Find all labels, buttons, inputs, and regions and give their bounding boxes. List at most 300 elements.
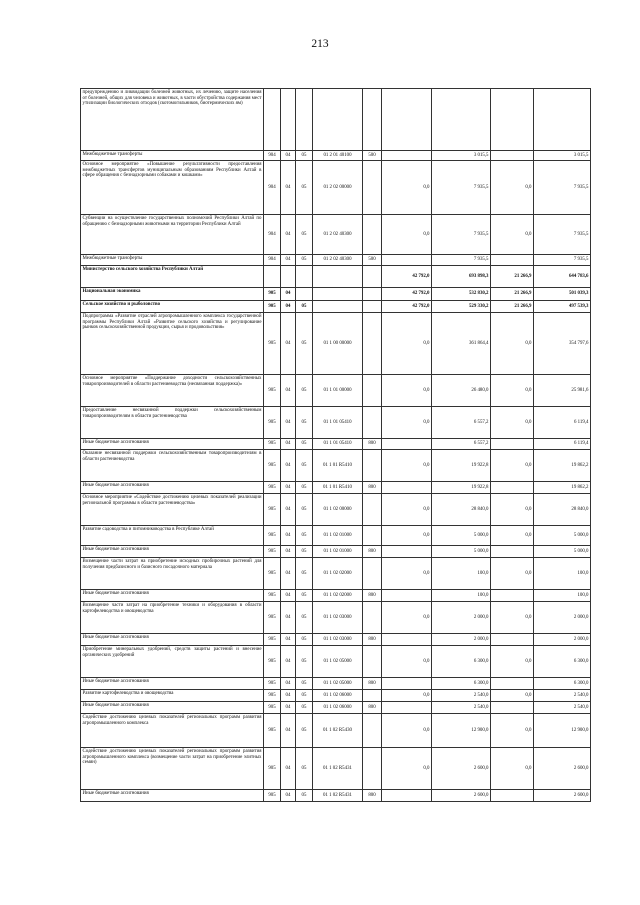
cell-amount-4: 7 935,5 — [534, 215, 591, 255]
cell-amount-4: 2 540,0 — [534, 690, 591, 702]
cell-subsection — [296, 89, 313, 151]
cell-ministry-code: 905 — [264, 407, 281, 439]
cell-section: 04 — [281, 439, 296, 450]
cell-amount-1 — [382, 439, 432, 450]
cell-amount-4: 6 119,4 — [534, 407, 591, 439]
budget-table — [80, 88, 591, 802]
cell-amount-1 — [382, 546, 432, 558]
cell-name: Развитие картофелеводства и овощеводства — [81, 690, 264, 702]
cell-name: предупреждению и ликвидации болезней животных, их лечению, защите населения от болезней, общих для человека и животных, в части обустройства содержания мест утилизации биологических отходов (скотомогильников, биотермических ям) — [81, 89, 264, 151]
cell-name: Основное мероприятие «Содействие достижению целевых показателей реализации региональной программы в области растениеводства» — [81, 494, 264, 526]
cell-name: Иные бюджетные ассигнования — [81, 678, 264, 690]
cell-amount-3: 0,0 — [491, 407, 534, 439]
cell-amount-2: 693 898,3 — [432, 266, 491, 288]
cell-amount-2: 28 840,0 — [432, 494, 491, 526]
cell-subsection: 05 — [296, 151, 313, 161]
cell-target-article: 01 1 02 03000 — [313, 634, 363, 646]
cell-section: 04 — [281, 215, 296, 255]
cell-amount-4: 28 840,0 — [534, 494, 591, 526]
cell-name: Приобретение минеральных удобрений, средств защиты растений и внесение органических удобрений — [81, 646, 264, 678]
cell-name: Иные бюджетные ассигнования — [81, 790, 264, 802]
cell-target-article: 01 1 02 05000 — [313, 678, 363, 690]
table-row — [81, 690, 591, 702]
cell-ministry-code — [264, 266, 281, 288]
cell-name: Предоставление несвязанной поддержки сельскохозяйственным товаропроизводителям в области растениеводства — [81, 407, 264, 439]
cell-expense-type — [363, 602, 382, 634]
cell-name: Содействие достижению целевых показателей региональных программ развития агропромышленного комплекса — [81, 714, 264, 748]
cell-target-article: 01 1 02 R5430 — [313, 714, 363, 748]
cell-target-article — [313, 301, 363, 313]
cell-ministry-code: 905 — [264, 590, 281, 602]
cell-expense-type — [363, 89, 382, 151]
cell-expense-type — [363, 407, 382, 439]
cell-amount-1: 42 792,0 — [382, 301, 432, 313]
table-row — [81, 526, 591, 546]
cell-section: 04 — [281, 288, 296, 301]
cell-ministry-code: 905 — [264, 546, 281, 558]
cell-name: Министерство сельского хозяйства Республики Алтай — [81, 266, 264, 288]
cell-amount-3 — [491, 546, 534, 558]
cell-subsection: 05 — [296, 646, 313, 678]
table-row — [81, 161, 591, 215]
cell-expense-type: 800 — [363, 790, 382, 802]
cell-subsection: 05 — [296, 375, 313, 407]
cell-amount-4: 7 935,5 — [534, 255, 591, 266]
cell-subsection — [296, 266, 313, 288]
cell-subsection: 05 — [296, 714, 313, 748]
cell-target-article: 01 1 00 00000 — [313, 313, 363, 375]
cell-name: Национальная экономика — [81, 288, 264, 301]
cell-section: 04 — [281, 790, 296, 802]
cell-amount-3 — [491, 439, 534, 450]
cell-expense-type — [363, 161, 382, 215]
table-row — [81, 546, 591, 558]
cell-ministry-code: 905 — [264, 602, 281, 634]
cell-target-article: 01 1 01 05410 — [313, 439, 363, 450]
cell-expense-type: 800 — [363, 590, 382, 602]
cell-section: 04 — [281, 602, 296, 634]
cell-subsection: 05 — [296, 634, 313, 646]
cell-amount-2: 12 900,0 — [432, 714, 491, 748]
cell-target-article: 01 2 01 40100 — [313, 151, 363, 161]
cell-ministry-code: 904 — [264, 151, 281, 161]
cell-amount-1: 42 792,0 — [382, 266, 432, 288]
table-row — [81, 702, 591, 714]
cell-amount-1 — [382, 482, 432, 494]
cell-ministry-code: 905 — [264, 634, 281, 646]
cell-ministry-code: 905 — [264, 482, 281, 494]
cell-expense-type — [363, 313, 382, 375]
cell-amount-4: 497 539,3 — [534, 301, 591, 313]
cell-ministry-code: 905 — [264, 288, 281, 301]
cell-expense-type — [363, 526, 382, 546]
table-body — [81, 89, 591, 802]
cell-subsection: 05 — [296, 790, 313, 802]
cell-ministry-code: 905 — [264, 450, 281, 482]
cell-amount-1 — [382, 89, 432, 151]
cell-ministry-code: 904 — [264, 161, 281, 215]
cell-expense-type: 800 — [363, 482, 382, 494]
cell-section: 04 — [281, 161, 296, 215]
cell-amount-2: 7 935,5 — [432, 215, 491, 255]
cell-expense-type — [363, 494, 382, 526]
cell-amount-4: 100,0 — [534, 558, 591, 590]
cell-amount-1 — [382, 634, 432, 646]
cell-target-article: 01 2 02 40300 — [313, 255, 363, 266]
cell-section: 04 — [281, 255, 296, 266]
cell-expense-type — [363, 288, 382, 301]
table-row — [81, 313, 591, 375]
cell-amount-3: 0,0 — [491, 494, 534, 526]
cell-ministry-code: 904 — [264, 255, 281, 266]
cell-amount-3 — [491, 89, 534, 151]
cell-ministry-code: 905 — [264, 748, 281, 790]
cell-amount-1 — [382, 255, 432, 266]
cell-amount-1 — [382, 702, 432, 714]
page-number: 213 — [311, 38, 329, 50]
cell-target-article — [313, 288, 363, 301]
cell-amount-3: 0,0 — [491, 313, 534, 375]
cell-target-article: 01 1 02 06000 — [313, 702, 363, 714]
cell-target-article: 01 1 01 R5410 — [313, 482, 363, 494]
cell-amount-2: 2 540,0 — [432, 702, 491, 714]
cell-amount-1: 0,0 — [382, 494, 432, 526]
cell-amount-2: 19 922,8 — [432, 450, 491, 482]
table-row — [81, 494, 591, 526]
cell-amount-4: 5 000,0 — [534, 526, 591, 546]
cell-section: 04 — [281, 546, 296, 558]
cell-ministry-code: 905 — [264, 646, 281, 678]
cell-subsection: 05 — [296, 450, 313, 482]
cell-section: 04 — [281, 313, 296, 375]
cell-amount-4: 644 783,6 — [534, 266, 591, 288]
cell-amount-3 — [491, 790, 534, 802]
cell-target-article: 01 1 02 02000 — [313, 590, 363, 602]
cell-amount-3: 0,0 — [491, 450, 534, 482]
cell-amount-4: 12 900,0 — [534, 714, 591, 748]
cell-amount-2: 100,0 — [432, 558, 491, 590]
cell-expense-type — [363, 375, 382, 407]
cell-name: Возмещение части затрат на приобретение техники и оборудования в области картофелеводства и овощеводства — [81, 602, 264, 634]
cell-amount-2 — [432, 89, 491, 151]
cell-subsection: 05 — [296, 301, 313, 313]
cell-expense-type — [363, 690, 382, 702]
cell-amount-2: 100,0 — [432, 590, 491, 602]
cell-name: Иные бюджетные ассигнования — [81, 482, 264, 494]
cell-amount-2: 3 015,5 — [432, 151, 491, 161]
cell-amount-4 — [534, 89, 591, 151]
cell-amount-3 — [491, 634, 534, 646]
cell-amount-1: 0,0 — [382, 313, 432, 375]
cell-subsection: 05 — [296, 602, 313, 634]
cell-amount-3 — [491, 255, 534, 266]
cell-ministry-code: 905 — [264, 702, 281, 714]
cell-amount-2: 6 300,0 — [432, 678, 491, 690]
cell-amount-1: 42 792,0 — [382, 288, 432, 301]
cell-amount-4: 2 600,0 — [534, 790, 591, 802]
cell-amount-2: 2 000,0 — [432, 602, 491, 634]
cell-amount-1: 0,0 — [382, 646, 432, 678]
cell-expense-type — [363, 266, 382, 288]
cell-amount-2: 2 540,0 — [432, 690, 491, 702]
cell-subsection: 05 — [296, 678, 313, 690]
cell-target-article: 01 1 02 00000 — [313, 494, 363, 526]
cell-amount-2: 532 830,2 — [432, 288, 491, 301]
table-row — [81, 602, 591, 634]
cell-section: 04 — [281, 748, 296, 790]
cell-subsection — [296, 288, 313, 301]
cell-expense-type — [363, 714, 382, 748]
cell-expense-type: 800 — [363, 634, 382, 646]
cell-section: 04 — [281, 678, 296, 690]
cell-name: Содействие достижению целевых показателей региональных программ развития агропромышленного комплекса (возмещение части затрат на приобретение элитных семян) — [81, 748, 264, 790]
table-row — [81, 288, 591, 301]
cell-name: Межбюджетные трансферты — [81, 151, 264, 161]
cell-ministry-code: 905 — [264, 690, 281, 702]
cell-amount-3 — [491, 702, 534, 714]
cell-section: 04 — [281, 494, 296, 526]
cell-amount-1 — [382, 151, 432, 161]
cell-target-article: 01 1 02 03000 — [313, 602, 363, 634]
cell-expense-type — [363, 646, 382, 678]
cell-amount-4: 2 000,0 — [534, 602, 591, 634]
cell-expense-type: 800 — [363, 546, 382, 558]
cell-section: 04 — [281, 151, 296, 161]
cell-name: Развитие садоводства и питомниководства в Республике Алтай — [81, 526, 264, 546]
cell-ministry-code: 905 — [264, 301, 281, 313]
cell-amount-4: 6 300,0 — [534, 646, 591, 678]
cell-amount-1: 0,0 — [382, 748, 432, 790]
cell-target-article: 01 1 02 05000 — [313, 646, 363, 678]
cell-target-article: 01 2 02 00000 — [313, 161, 363, 215]
cell-amount-3 — [491, 590, 534, 602]
cell-target-article: 01 2 02 40300 — [313, 215, 363, 255]
cell-ministry-code: 905 — [264, 375, 281, 407]
cell-amount-2: 7 935,5 — [432, 255, 491, 266]
table-row — [81, 748, 591, 790]
cell-target-article: 01 1 02 R5431 — [313, 748, 363, 790]
cell-target-article: 01 1 02 01000 — [313, 546, 363, 558]
cell-name: Иные бюджетные ассигнования — [81, 590, 264, 602]
cell-amount-1: 0,0 — [382, 215, 432, 255]
cell-ministry-code: 905 — [264, 558, 281, 590]
cell-name: Сельское хозяйство и рыболовство — [81, 301, 264, 313]
cell-amount-3: 0,0 — [491, 161, 534, 215]
cell-expense-type: 800 — [363, 439, 382, 450]
cell-subsection: 05 — [296, 526, 313, 546]
cell-amount-4: 6 119,4 — [534, 439, 591, 450]
cell-name: Основное мероприятие «Поддержание доходности сельскохозяйственных товаропроизводителей в области растениеводства (несвязанная поддержка)» — [81, 375, 264, 407]
cell-amount-3: 0,0 — [491, 748, 534, 790]
cell-amount-1: 0,0 — [382, 407, 432, 439]
cell-ministry-code: 905 — [264, 494, 281, 526]
cell-section: 04 — [281, 450, 296, 482]
table-row — [81, 450, 591, 482]
cell-amount-1: 0,0 — [382, 526, 432, 546]
cell-section: 04 — [281, 407, 296, 439]
cell-expense-type: 800 — [363, 678, 382, 690]
cell-section: 04 — [281, 558, 296, 590]
cell-section: 04 — [281, 375, 296, 407]
cell-amount-4: 6 300,0 — [534, 678, 591, 690]
cell-name: Межбюджетные трансферты — [81, 255, 264, 266]
cell-subsection: 05 — [296, 215, 313, 255]
cell-name: Субвенции на осуществление государственных полномочий Республики Алтай по обращению с безнадзорными животными на территории Республики Алтай — [81, 215, 264, 255]
cell-amount-3: 0,0 — [491, 714, 534, 748]
cell-target-article: 01 1 01 00000 — [313, 375, 363, 407]
cell-section: 04 — [281, 590, 296, 602]
cell-target-article: 01 1 02 R5431 — [313, 790, 363, 802]
cell-amount-3: 21 266,9 — [491, 266, 534, 288]
table-row — [81, 255, 591, 266]
cell-section: 04 — [281, 526, 296, 546]
cell-amount-3 — [491, 678, 534, 690]
cell-name: Иные бюджетные ассигнования — [81, 439, 264, 450]
cell-amount-3: 0,0 — [491, 375, 534, 407]
table-row — [81, 151, 591, 161]
cell-amount-3: 21 266,9 — [491, 301, 534, 313]
cell-ministry-code: 905 — [264, 313, 281, 375]
cell-target-article — [313, 266, 363, 288]
table-row — [81, 590, 591, 602]
cell-target-article: 01 1 01 R5410 — [313, 450, 363, 482]
cell-amount-3 — [491, 151, 534, 161]
table-row — [81, 482, 591, 494]
table-row — [81, 375, 591, 407]
cell-amount-4: 100,0 — [534, 590, 591, 602]
cell-expense-type — [363, 215, 382, 255]
cell-amount-1 — [382, 590, 432, 602]
cell-expense-type — [363, 450, 382, 482]
cell-ministry-code: 905 — [264, 439, 281, 450]
cell-amount-2: 6 557,2 — [432, 407, 491, 439]
cell-section: 04 — [281, 690, 296, 702]
cell-subsection: 05 — [296, 255, 313, 266]
cell-amount-4: 19 862,2 — [534, 450, 591, 482]
cell-amount-2: 6 300,0 — [432, 646, 491, 678]
cell-expense-type: 800 — [363, 702, 382, 714]
cell-target-article: 01 1 02 06000 — [313, 690, 363, 702]
cell-amount-4: 501 039,3 — [534, 288, 591, 301]
cell-subsection: 05 — [296, 558, 313, 590]
cell-ministry-code: 905 — [264, 714, 281, 748]
cell-amount-3: 0,0 — [491, 526, 534, 546]
table-row — [81, 790, 591, 802]
cell-section — [281, 266, 296, 288]
cell-name: Возмещение части затрат на приобретение исходных пробирочных растений для получения предбазисного и базисного посадочного материала — [81, 558, 264, 590]
cell-section: 04 — [281, 482, 296, 494]
table-row — [81, 678, 591, 690]
cell-amount-3: 0,0 — [491, 646, 534, 678]
cell-amount-4: 25 981,6 — [534, 375, 591, 407]
cell-subsection: 05 — [296, 702, 313, 714]
table-row — [81, 407, 591, 439]
cell-ministry-code: 905 — [264, 790, 281, 802]
cell-amount-1: 0,0 — [382, 558, 432, 590]
cell-amount-2: 529 330,2 — [432, 301, 491, 313]
cell-name: Подпрограмма «Развитие отраслей агропромышленного комплекса государственной программы Республики Алтай «Развитие сельского хозяйства и регулирование рынков сельскохозяйственной продукции, сырья и продовольствия» — [81, 313, 264, 375]
cell-target-article: 01 1 01 05410 — [313, 407, 363, 439]
cell-section: 04 — [281, 634, 296, 646]
cell-amount-1 — [382, 678, 432, 690]
cell-amount-2: 19 922,8 — [432, 482, 491, 494]
cell-amount-3: 0,0 — [491, 690, 534, 702]
cell-amount-3: 0,0 — [491, 558, 534, 590]
cell-name: Иные бюджетные ассигнования — [81, 546, 264, 558]
cell-amount-4: 5 000,0 — [534, 546, 591, 558]
cell-amount-2: 6 557,2 — [432, 439, 491, 450]
cell-amount-4: 2 600,0 — [534, 748, 591, 790]
table-row — [81, 634, 591, 646]
cell-amount-1 — [382, 790, 432, 802]
table-row — [81, 266, 591, 288]
cell-section: 04 — [281, 646, 296, 678]
cell-subsection: 05 — [296, 482, 313, 494]
table-row — [81, 89, 591, 151]
cell-amount-1: 0,0 — [382, 375, 432, 407]
cell-section — [281, 89, 296, 151]
cell-amount-4: 19 862,2 — [534, 482, 591, 494]
cell-amount-2: 361 864,4 — [432, 313, 491, 375]
cell-amount-2: 5 000,0 — [432, 546, 491, 558]
cell-amount-4: 2 000,0 — [534, 634, 591, 646]
cell-target-article — [313, 89, 363, 151]
cell-amount-3: 21 266,9 — [491, 288, 534, 301]
cell-subsection: 05 — [296, 161, 313, 215]
cell-amount-1: 0,0 — [382, 714, 432, 748]
cell-name: Оказание несвязанной поддержки сельскохозяйственным товаропроизводителям в области растениеводства — [81, 450, 264, 482]
cell-subsection: 05 — [296, 313, 313, 375]
cell-amount-3: 0,0 — [491, 602, 534, 634]
cell-name: Иные бюджетные ассигнования — [81, 634, 264, 646]
cell-amount-2: 2 600,0 — [432, 748, 491, 790]
cell-amount-2: 26 480,0 — [432, 375, 491, 407]
cell-section: 04 — [281, 702, 296, 714]
table-row — [81, 646, 591, 678]
cell-amount-2: 2 600,0 — [432, 790, 491, 802]
cell-expense-type — [363, 558, 382, 590]
cell-amount-2: 2 000,0 — [432, 634, 491, 646]
cell-name: Иные бюджетные ассигнования — [81, 702, 264, 714]
cell-amount-1: 0,0 — [382, 602, 432, 634]
cell-target-article: 01 1 02 02000 — [313, 558, 363, 590]
cell-amount-4: 2 540,0 — [534, 702, 591, 714]
cell-expense-type: 500 — [363, 151, 382, 161]
cell-amount-1: 0,0 — [382, 690, 432, 702]
cell-section: 04 — [281, 301, 296, 313]
cell-subsection: 05 — [296, 690, 313, 702]
cell-amount-4: 3 015,5 — [534, 151, 591, 161]
cell-amount-1: 0,0 — [382, 450, 432, 482]
cell-subsection: 05 — [296, 590, 313, 602]
table-row — [81, 215, 591, 255]
cell-expense-type — [363, 301, 382, 313]
table-row — [81, 301, 591, 313]
cell-subsection: 05 — [296, 439, 313, 450]
cell-subsection: 05 — [296, 546, 313, 558]
cell-amount-2: 7 935,5 — [432, 161, 491, 215]
cell-amount-3 — [491, 482, 534, 494]
cell-target-article: 01 1 02 01000 — [313, 526, 363, 546]
cell-subsection: 05 — [296, 748, 313, 790]
table-row — [81, 558, 591, 590]
cell-amount-3: 0,0 — [491, 215, 534, 255]
cell-ministry-code — [264, 89, 281, 151]
cell-amount-4: 354 797,6 — [534, 313, 591, 375]
table-row — [81, 439, 591, 450]
table-row — [81, 714, 591, 748]
cell-amount-1: 0,0 — [382, 161, 432, 215]
